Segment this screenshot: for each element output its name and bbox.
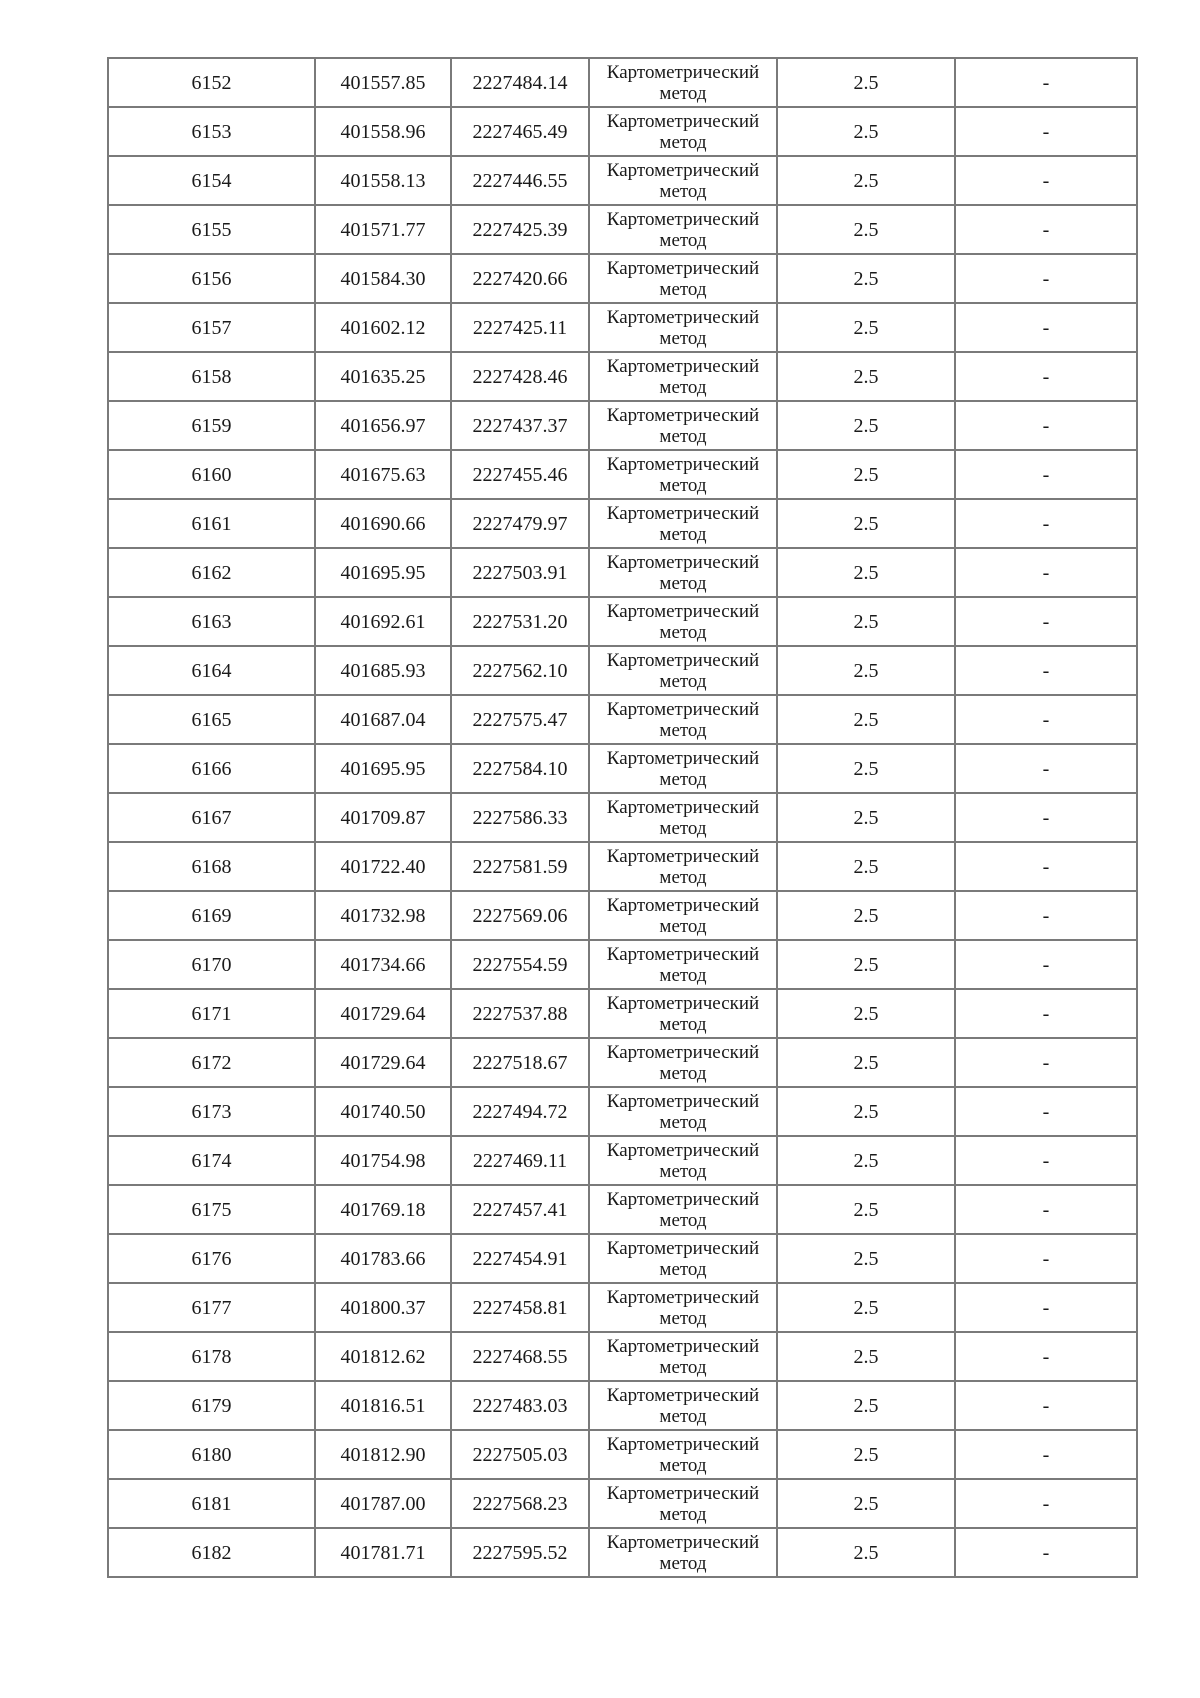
table-row: [108, 793, 1137, 842]
point-number-cell: 6168: [108, 842, 315, 891]
y-coordinate-cell: 2227457.41: [451, 1185, 589, 1234]
y-coordinate-cell: 2227428.46: [451, 352, 589, 401]
x-coordinate-cell: 401729.64: [315, 989, 451, 1038]
method-cell: Картометрический метод: [589, 58, 777, 107]
table-row: [108, 1381, 1137, 1430]
note-cell: -: [955, 842, 1137, 891]
table-row: [108, 1136, 1137, 1185]
method-cell: Картометрический метод: [589, 1234, 777, 1283]
table-row: [108, 744, 1137, 793]
method-cell: Картометрический метод: [589, 597, 777, 646]
accuracy-cell: 2.5: [777, 401, 955, 450]
method-cell: Картометрический метод: [589, 1283, 777, 1332]
x-coordinate-cell: 401709.87: [315, 793, 451, 842]
point-number-cell: 6165: [108, 695, 315, 744]
accuracy-cell: 2.5: [777, 1283, 955, 1332]
note-cell: -: [955, 1038, 1137, 1087]
method-cell: Картометрический метод: [589, 450, 777, 499]
coordinates-table-body: [108, 58, 1137, 1577]
note-cell: -: [955, 352, 1137, 401]
point-number-cell: 6176: [108, 1234, 315, 1283]
accuracy-cell: 2.5: [777, 303, 955, 352]
y-coordinate-cell: 2227575.47: [451, 695, 589, 744]
method-cell: Картометрический метод: [589, 352, 777, 401]
accuracy-cell: 2.5: [777, 156, 955, 205]
y-coordinate-cell: 2227562.10: [451, 646, 589, 695]
accuracy-cell: 2.5: [777, 1185, 955, 1234]
note-cell: -: [955, 1479, 1137, 1528]
point-number-cell: 6152: [108, 58, 315, 107]
note-cell: -: [955, 107, 1137, 156]
method-cell: Картометрический метод: [589, 1136, 777, 1185]
method-cell: Картометрический метод: [589, 548, 777, 597]
x-coordinate-cell: 401656.97: [315, 401, 451, 450]
table-row: [108, 597, 1137, 646]
accuracy-cell: 2.5: [777, 58, 955, 107]
x-coordinate-cell: 401783.66: [315, 1234, 451, 1283]
x-coordinate-cell: 401558.96: [315, 107, 451, 156]
x-coordinate-cell: 401692.61: [315, 597, 451, 646]
table-row: [108, 695, 1137, 744]
method-cell: Картометрический метод: [589, 401, 777, 450]
accuracy-cell: 2.5: [777, 891, 955, 940]
method-cell: Картометрический метод: [589, 1332, 777, 1381]
table-row: [108, 646, 1137, 695]
accuracy-cell: 2.5: [777, 842, 955, 891]
method-cell: Картометрический метод: [589, 793, 777, 842]
x-coordinate-cell: 401675.63: [315, 450, 451, 499]
point-number-cell: 6160: [108, 450, 315, 499]
method-cell: Картометрический метод: [589, 1528, 777, 1577]
point-number-cell: 6153: [108, 107, 315, 156]
table-row: [108, 989, 1137, 1038]
y-coordinate-cell: 2227420.66: [451, 254, 589, 303]
accuracy-cell: 2.5: [777, 940, 955, 989]
table-row: [108, 1234, 1137, 1283]
point-number-cell: 6175: [108, 1185, 315, 1234]
point-number-cell: 6182: [108, 1528, 315, 1577]
note-cell: -: [955, 450, 1137, 499]
method-cell: Картометрический метод: [589, 205, 777, 254]
note-cell: -: [955, 1430, 1137, 1479]
note-cell: -: [955, 401, 1137, 450]
accuracy-cell: 2.5: [777, 597, 955, 646]
point-number-cell: 6162: [108, 548, 315, 597]
y-coordinate-cell: 2227505.03: [451, 1430, 589, 1479]
table-row: [108, 1283, 1137, 1332]
accuracy-cell: 2.5: [777, 1381, 955, 1430]
note-cell: -: [955, 1185, 1137, 1234]
point-number-cell: 6180: [108, 1430, 315, 1479]
accuracy-cell: 2.5: [777, 1087, 955, 1136]
point-number-cell: 6163: [108, 597, 315, 646]
x-coordinate-cell: 401729.64: [315, 1038, 451, 1087]
y-coordinate-cell: 2227554.59: [451, 940, 589, 989]
table-row: [108, 205, 1137, 254]
x-coordinate-cell: 401812.62: [315, 1332, 451, 1381]
note-cell: -: [955, 744, 1137, 793]
x-coordinate-cell: 401695.95: [315, 744, 451, 793]
y-coordinate-cell: 2227595.52: [451, 1528, 589, 1577]
y-coordinate-cell: 2227458.81: [451, 1283, 589, 1332]
method-cell: Картометрический метод: [589, 695, 777, 744]
table-row: [108, 352, 1137, 401]
point-number-cell: 6157: [108, 303, 315, 352]
accuracy-cell: 2.5: [777, 695, 955, 744]
table-row: [108, 303, 1137, 352]
y-coordinate-cell: 2227425.39: [451, 205, 589, 254]
point-number-cell: 6181: [108, 1479, 315, 1528]
y-coordinate-cell: 2227537.88: [451, 989, 589, 1038]
y-coordinate-cell: 2227568.23: [451, 1479, 589, 1528]
table-row: [108, 107, 1137, 156]
note-cell: -: [955, 1528, 1137, 1577]
point-number-cell: 6170: [108, 940, 315, 989]
accuracy-cell: 2.5: [777, 352, 955, 401]
x-coordinate-cell: 401722.40: [315, 842, 451, 891]
method-cell: Картометрический метод: [589, 156, 777, 205]
method-cell: Картометрический метод: [589, 1185, 777, 1234]
y-coordinate-cell: 2227584.10: [451, 744, 589, 793]
coordinates-table: [107, 57, 1138, 1578]
note-cell: -: [955, 695, 1137, 744]
y-coordinate-cell: 2227455.46: [451, 450, 589, 499]
x-coordinate-cell: 401812.90: [315, 1430, 451, 1479]
note-cell: -: [955, 499, 1137, 548]
point-number-cell: 6155: [108, 205, 315, 254]
accuracy-cell: 2.5: [777, 744, 955, 793]
table-row: [108, 1332, 1137, 1381]
accuracy-cell: 2.5: [777, 793, 955, 842]
note-cell: -: [955, 597, 1137, 646]
point-number-cell: 6178: [108, 1332, 315, 1381]
x-coordinate-cell: 401816.51: [315, 1381, 451, 1430]
method-cell: Картометрический метод: [589, 940, 777, 989]
point-number-cell: 6171: [108, 989, 315, 1038]
y-coordinate-cell: 2227518.67: [451, 1038, 589, 1087]
note-cell: -: [955, 1136, 1137, 1185]
method-cell: Картометрический метод: [589, 989, 777, 1038]
accuracy-cell: 2.5: [777, 1430, 955, 1479]
table-row: [108, 254, 1137, 303]
y-coordinate-cell: 2227465.49: [451, 107, 589, 156]
table-row: [108, 156, 1137, 205]
method-cell: Картометрический метод: [589, 744, 777, 793]
table-row: [108, 842, 1137, 891]
point-number-cell: 6161: [108, 499, 315, 548]
x-coordinate-cell: 401557.85: [315, 58, 451, 107]
point-number-cell: 6159: [108, 401, 315, 450]
x-coordinate-cell: 401635.25: [315, 352, 451, 401]
accuracy-cell: 2.5: [777, 646, 955, 695]
note-cell: -: [955, 156, 1137, 205]
table-row: [108, 1038, 1137, 1087]
y-coordinate-cell: 2227425.11: [451, 303, 589, 352]
x-coordinate-cell: 401571.77: [315, 205, 451, 254]
table-row: [108, 58, 1137, 107]
accuracy-cell: 2.5: [777, 107, 955, 156]
method-cell: Картометрический метод: [589, 1087, 777, 1136]
accuracy-cell: 2.5: [777, 450, 955, 499]
table-row: [108, 1528, 1137, 1577]
accuracy-cell: 2.5: [777, 989, 955, 1038]
note-cell: -: [955, 548, 1137, 597]
method-cell: Картометрический метод: [589, 1430, 777, 1479]
accuracy-cell: 2.5: [777, 254, 955, 303]
x-coordinate-cell: 401602.12: [315, 303, 451, 352]
y-coordinate-cell: 2227531.20: [451, 597, 589, 646]
x-coordinate-cell: 401769.18: [315, 1185, 451, 1234]
point-number-cell: 6169: [108, 891, 315, 940]
y-coordinate-cell: 2227437.37: [451, 401, 589, 450]
accuracy-cell: 2.5: [777, 1136, 955, 1185]
point-number-cell: 6166: [108, 744, 315, 793]
x-coordinate-cell: 401690.66: [315, 499, 451, 548]
method-cell: Картометрический метод: [589, 891, 777, 940]
point-number-cell: 6167: [108, 793, 315, 842]
method-cell: Картометрический метод: [589, 842, 777, 891]
x-coordinate-cell: 401685.93: [315, 646, 451, 695]
y-coordinate-cell: 2227468.55: [451, 1332, 589, 1381]
method-cell: Картометрический метод: [589, 1479, 777, 1528]
note-cell: -: [955, 646, 1137, 695]
x-coordinate-cell: 401754.98: [315, 1136, 451, 1185]
accuracy-cell: 2.5: [777, 1332, 955, 1381]
x-coordinate-cell: 401740.50: [315, 1087, 451, 1136]
method-cell: Картометрический метод: [589, 1381, 777, 1430]
point-number-cell: 6164: [108, 646, 315, 695]
table-row: [108, 891, 1137, 940]
table-row: [108, 450, 1137, 499]
note-cell: -: [955, 793, 1137, 842]
note-cell: -: [955, 940, 1137, 989]
accuracy-cell: 2.5: [777, 548, 955, 597]
y-coordinate-cell: 2227484.14: [451, 58, 589, 107]
table-row: [108, 401, 1137, 450]
point-number-cell: 6174: [108, 1136, 315, 1185]
y-coordinate-cell: 2227469.11: [451, 1136, 589, 1185]
note-cell: -: [955, 58, 1137, 107]
accuracy-cell: 2.5: [777, 205, 955, 254]
y-coordinate-cell: 2227454.91: [451, 1234, 589, 1283]
note-cell: -: [955, 1234, 1137, 1283]
point-number-cell: 6156: [108, 254, 315, 303]
x-coordinate-cell: 401695.95: [315, 548, 451, 597]
y-coordinate-cell: 2227479.97: [451, 499, 589, 548]
point-number-cell: 6173: [108, 1087, 315, 1136]
note-cell: -: [955, 891, 1137, 940]
x-coordinate-cell: 401781.71: [315, 1528, 451, 1577]
table-row: [108, 499, 1137, 548]
y-coordinate-cell: 2227586.33: [451, 793, 589, 842]
method-cell: Картометрический метод: [589, 499, 777, 548]
y-coordinate-cell: 2227446.55: [451, 156, 589, 205]
x-coordinate-cell: 401687.04: [315, 695, 451, 744]
accuracy-cell: 2.5: [777, 1479, 955, 1528]
accuracy-cell: 2.5: [777, 1038, 955, 1087]
accuracy-cell: 2.5: [777, 499, 955, 548]
method-cell: Картометрический метод: [589, 1038, 777, 1087]
note-cell: -: [955, 989, 1137, 1038]
point-number-cell: 6154: [108, 156, 315, 205]
y-coordinate-cell: 2227569.06: [451, 891, 589, 940]
table-row: [108, 1430, 1137, 1479]
y-coordinate-cell: 2227503.91: [451, 548, 589, 597]
table-row: [108, 548, 1137, 597]
table-row: [108, 1087, 1137, 1136]
y-coordinate-cell: 2227581.59: [451, 842, 589, 891]
note-cell: -: [955, 205, 1137, 254]
method-cell: Картометрический метод: [589, 107, 777, 156]
accuracy-cell: 2.5: [777, 1528, 955, 1577]
note-cell: -: [955, 303, 1137, 352]
note-cell: -: [955, 1283, 1137, 1332]
point-number-cell: 6158: [108, 352, 315, 401]
point-number-cell: 6172: [108, 1038, 315, 1087]
x-coordinate-cell: 401558.13: [315, 156, 451, 205]
table-row: [108, 1185, 1137, 1234]
x-coordinate-cell: 401584.30: [315, 254, 451, 303]
accuracy-cell: 2.5: [777, 1234, 955, 1283]
point-number-cell: 6179: [108, 1381, 315, 1430]
point-number-cell: 6177: [108, 1283, 315, 1332]
note-cell: -: [955, 254, 1137, 303]
x-coordinate-cell: 401734.66: [315, 940, 451, 989]
note-cell: -: [955, 1087, 1137, 1136]
method-cell: Картометрический метод: [589, 646, 777, 695]
y-coordinate-cell: 2227494.72: [451, 1087, 589, 1136]
y-coordinate-cell: 2227483.03: [451, 1381, 589, 1430]
note-cell: -: [955, 1381, 1137, 1430]
table-row: [108, 1479, 1137, 1528]
note-cell: -: [955, 1332, 1137, 1381]
table-row: [108, 940, 1137, 989]
x-coordinate-cell: 401732.98: [315, 891, 451, 940]
x-coordinate-cell: 401800.37: [315, 1283, 451, 1332]
method-cell: Картометрический метод: [589, 254, 777, 303]
method-cell: Картометрический метод: [589, 303, 777, 352]
x-coordinate-cell: 401787.00: [315, 1479, 451, 1528]
